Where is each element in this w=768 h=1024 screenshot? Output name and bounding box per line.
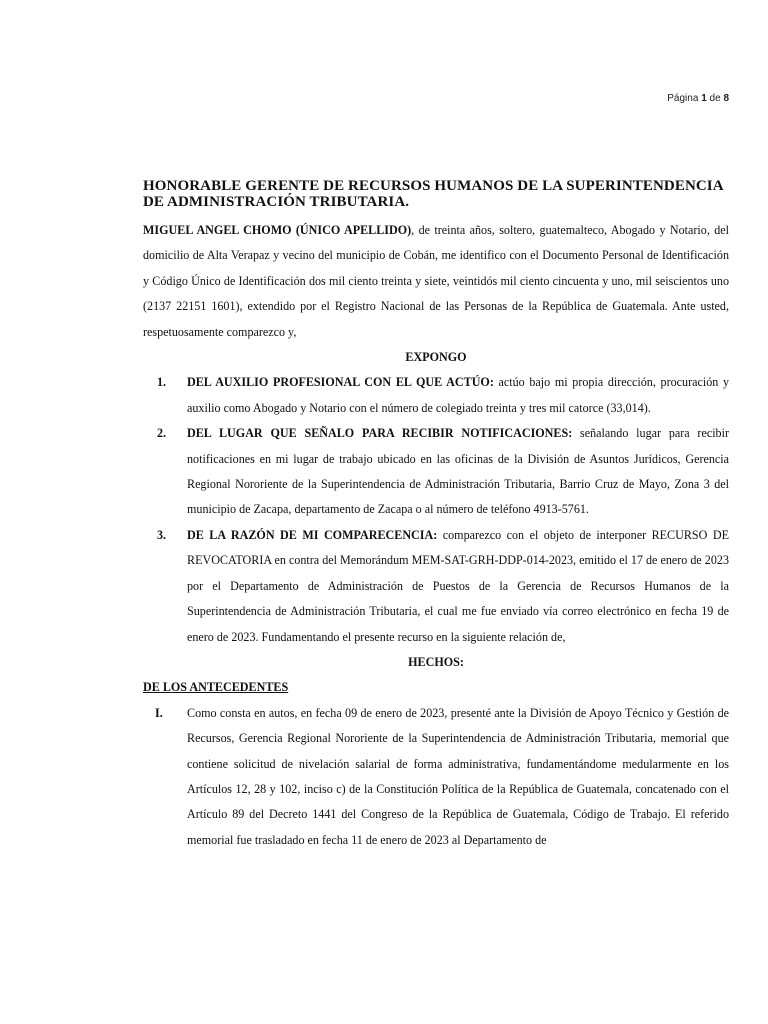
numbered-item-3 xyxy=(143,523,729,650)
item-heading: DEL AUXILIO PROFESIONAL CON EL QUE ACTÚO: xyxy=(187,375,494,390)
antecedentes-heading: DE LOS ANTECEDENTES xyxy=(143,680,289,695)
page-sep: de xyxy=(709,93,721,104)
item-number: 3. xyxy=(157,527,167,542)
page-prefix: Página xyxy=(667,93,699,104)
roman-number: I. xyxy=(155,705,163,720)
page-number xyxy=(667,93,729,104)
item-heading: DE LA RAZÓN DE MI COMPARECENCIA: xyxy=(187,527,438,542)
item-text: actúo bajo mi propia dirección, procuración y auxilio como Abogado y Notario con el número de colegiado treinta y tres mil catorce (33,014). xyxy=(187,375,730,415)
roman-text: Como consta en autos, en fecha 09 de enero de 2023, presenté ante la División de Apoyo Técnico y Gestión de Recursos, Gerencia Regional Nororiente de la Superintendencia de Administración Tributaria, memorial que contiene solicitud de nivelación salarial de forma administrativa, fundamentándome medularmente en los Artículos 12, 28 y 102, inciso c) de la Constitución Política de la República de Guatemala, concatenado con el Artículo 89 del Decreto 1441 del Congreso de la República de Guatemala, Código de Trabajo. El referido memorial fue trasladado en fecha 11 de enero de 2023 al Departamento de xyxy=(187,705,729,847)
intro-name: MIGUEL ANGEL CHOMO (ÚNICO APELLIDO) xyxy=(143,223,412,237)
item-number: 1. xyxy=(157,375,167,390)
item-text: señalando lugar para recibir notificaciones en mi lugar de trabajo ubicado en las oficinas de la División de Asuntos Jurídicos, Gerencia Regional Nororiente de la Superintendencia de Administración Tributaria, Barrio Cruz de Mayo, Zona 3 del municipio de Zacapa, departamento de Zacapa o al número de teléfono 4913-5761. xyxy=(187,426,729,517)
item-number: 2. xyxy=(157,426,167,441)
numbered-item-2 xyxy=(143,421,729,523)
hechos-heading: HECHOS: xyxy=(408,654,464,669)
item-text: comparezco con el objeto de interponer RECURSO DE REVOCATORIA en contra del Memorándum MEM-SAT-GRH-DDP-014-2023, emitido el 17 de enero de 2023 por el Departamento de Administración de Puestos de la Gerencia de Recursos Humanos de la Superintendencia de Administración Tributaria, el cual me fue enviado vía correo electrónico en fecha 19 de enero de 2023. Fundamentando el presente recurso en la siguiente relación de, xyxy=(187,527,729,644)
document-body xyxy=(143,178,729,853)
page-total: 8 xyxy=(723,93,729,104)
document-title: HONORABLE GERENTE DE RECURSOS HUMANOS DE LA SUPERINTENDENCIA DE ADMINISTRACIÓN TRIBUTARIA. xyxy=(143,178,723,210)
roman-item-1 xyxy=(143,701,729,853)
intro-text: , de treinta años, soltero, guatemalteco, Abogado y Notario, del domicilio de Alta Verapaz y vecino del municipio de Cobán, me identifico con el Documento Personal de Identificación y Código Único de Identificación dos mil ciento treinta y siete, veintidós mil ciento cincuenta y uno, mil seiscientos uno (2137 22151 1601), extendido por el Registro Nacional de las Personas de la República de Guatemala. Ante usted, respetuosamente comparezco y, xyxy=(143,223,729,339)
item-heading: DEL LUGAR QUE SEÑALO PARA RECIBIR NOTIFICACIONES: xyxy=(187,426,573,441)
page-current: 1 xyxy=(701,93,707,104)
numbered-item-1 xyxy=(143,370,729,421)
expongo-heading: EXPONGO xyxy=(405,350,467,365)
intro-paragraph xyxy=(143,218,729,345)
